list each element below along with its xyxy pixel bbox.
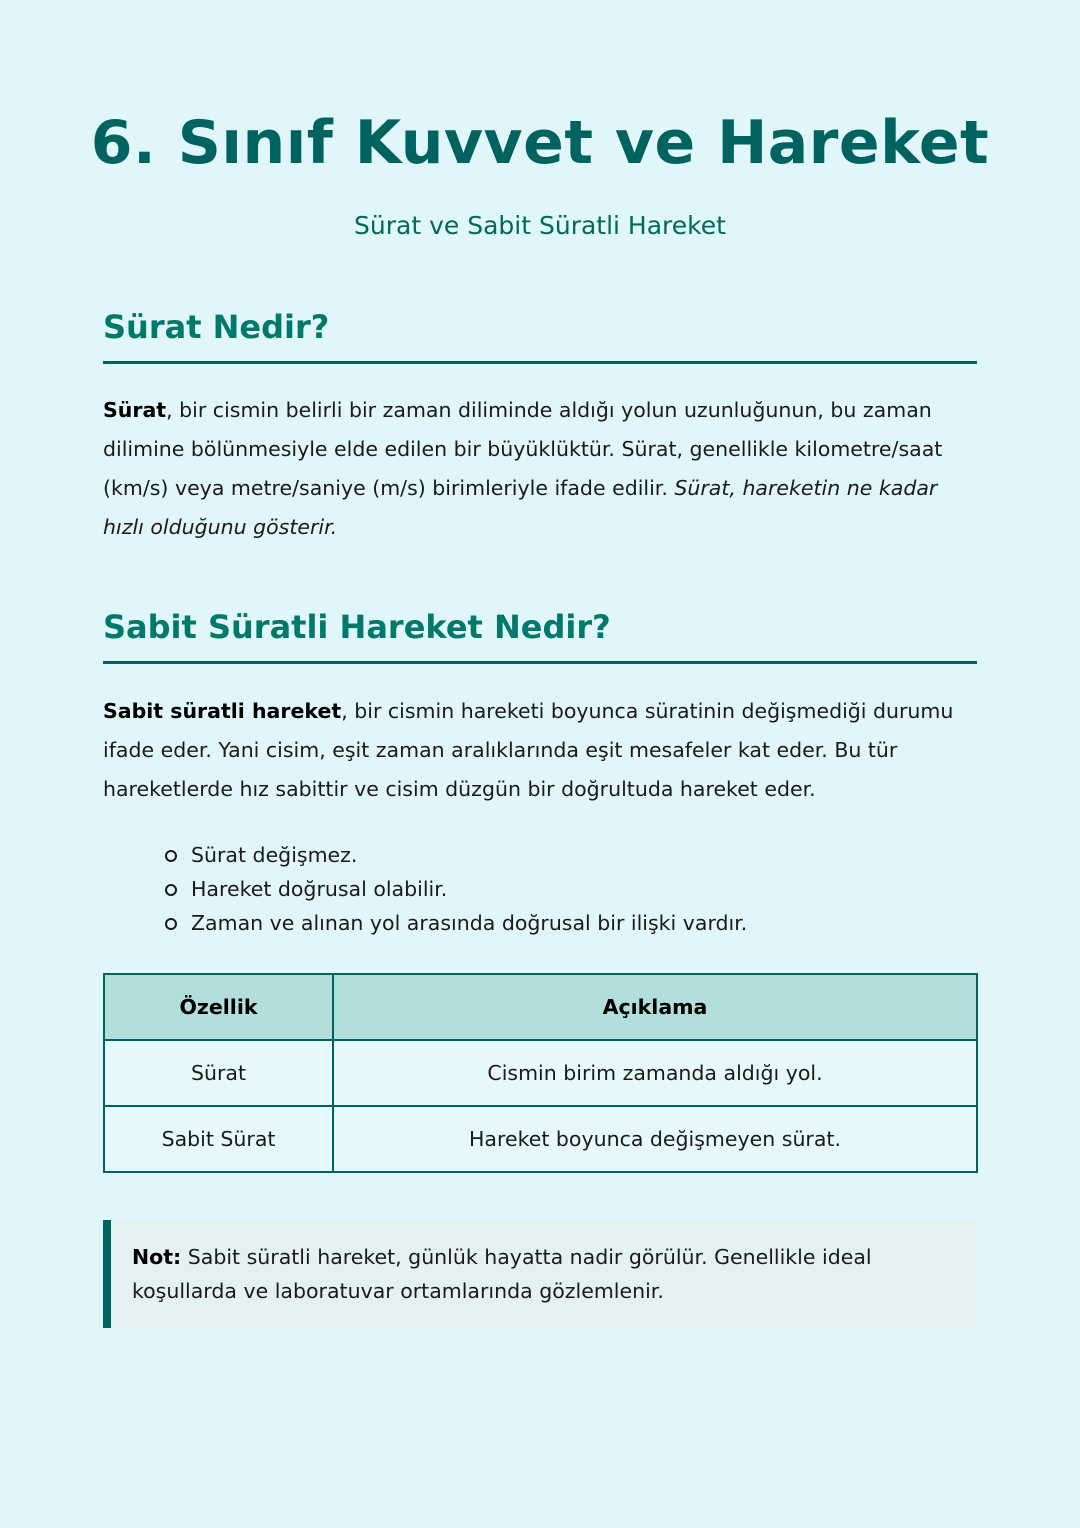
page-subtitle: Sürat ve Sabit Süratli Hareket (354, 211, 726, 240)
paragraph-text: , bir cismin hareketi boyunca süratinin değişmediği durumu ifade eder. Yani cisim, eşit zaman aralıklarında eşit mesafeler kat eder. Bu tür hareketlerde hız sabittir ve cisim düzgün bir doğrultuda hareket eder. (103, 699, 954, 801)
list-item (165, 906, 747, 940)
circle-bullet-icon (165, 918, 177, 930)
list-item (165, 838, 747, 872)
section-heading-surat: Sürat Nedir? (103, 308, 330, 346)
surat-paragraph (103, 391, 983, 547)
table-cell: Sabit Sürat (104, 1106, 333, 1172)
table-cell: Hareket boyunca değişmeyen sürat. (333, 1106, 977, 1172)
table-row (104, 1106, 977, 1172)
paragraph-text: , bir cismin belirli bir zaman diliminde aldığı yolun uzunluğunun, bu zaman dilimine bölünmesiyle elde edilen bir büyüklüktür. Sürat, genellikle kilometre/saat (km/s) veya metre/saniye (m/s) birimleriyle ifade edilir. (103, 398, 943, 500)
list-item-text: Hareket doğrusal olabilir. (191, 877, 448, 901)
list-item-text: Zaman ve alınan yol arasında doğrusal bir ilişki vardır. (191, 911, 748, 935)
bullet-list (165, 838, 747, 940)
bold-term: Sürat (103, 398, 167, 422)
table-header-row (104, 974, 977, 1040)
table-row (104, 1040, 977, 1106)
table-cell: Cismin birim zamanda aldığı yol. (333, 1040, 977, 1106)
note-box (103, 1220, 977, 1328)
section-heading-sabit: Sabit Süratli Hareket Nedir? (103, 608, 611, 646)
column-header: Açıklama (333, 974, 977, 1040)
properties-table (103, 973, 978, 1173)
circle-bullet-icon (165, 884, 177, 896)
note-text: Sabit süratli hareket, günlük hayatta nadir görülür. Genellikle ideal koşullarda ve laboratuvar ortamlarında gözlemlenir. (132, 1245, 872, 1303)
bold-term: Sabit süratli hareket (103, 699, 342, 723)
list-item (165, 872, 747, 906)
table-cell: Sürat (104, 1040, 333, 1106)
note-label: Not: (132, 1245, 182, 1269)
list-item-text: Sürat değişmez. (191, 843, 358, 867)
section-divider (103, 361, 977, 364)
page-title: 6. Sınıf Kuvvet ve Hareket (90, 108, 990, 178)
italic-text: Sürat, hareketin ne kadar hızlı olduğunu gösterir. (103, 476, 938, 539)
section-divider (103, 661, 977, 664)
sabit-paragraph (103, 692, 983, 809)
circle-bullet-icon (165, 850, 177, 862)
column-header: Özellik (104, 974, 333, 1040)
